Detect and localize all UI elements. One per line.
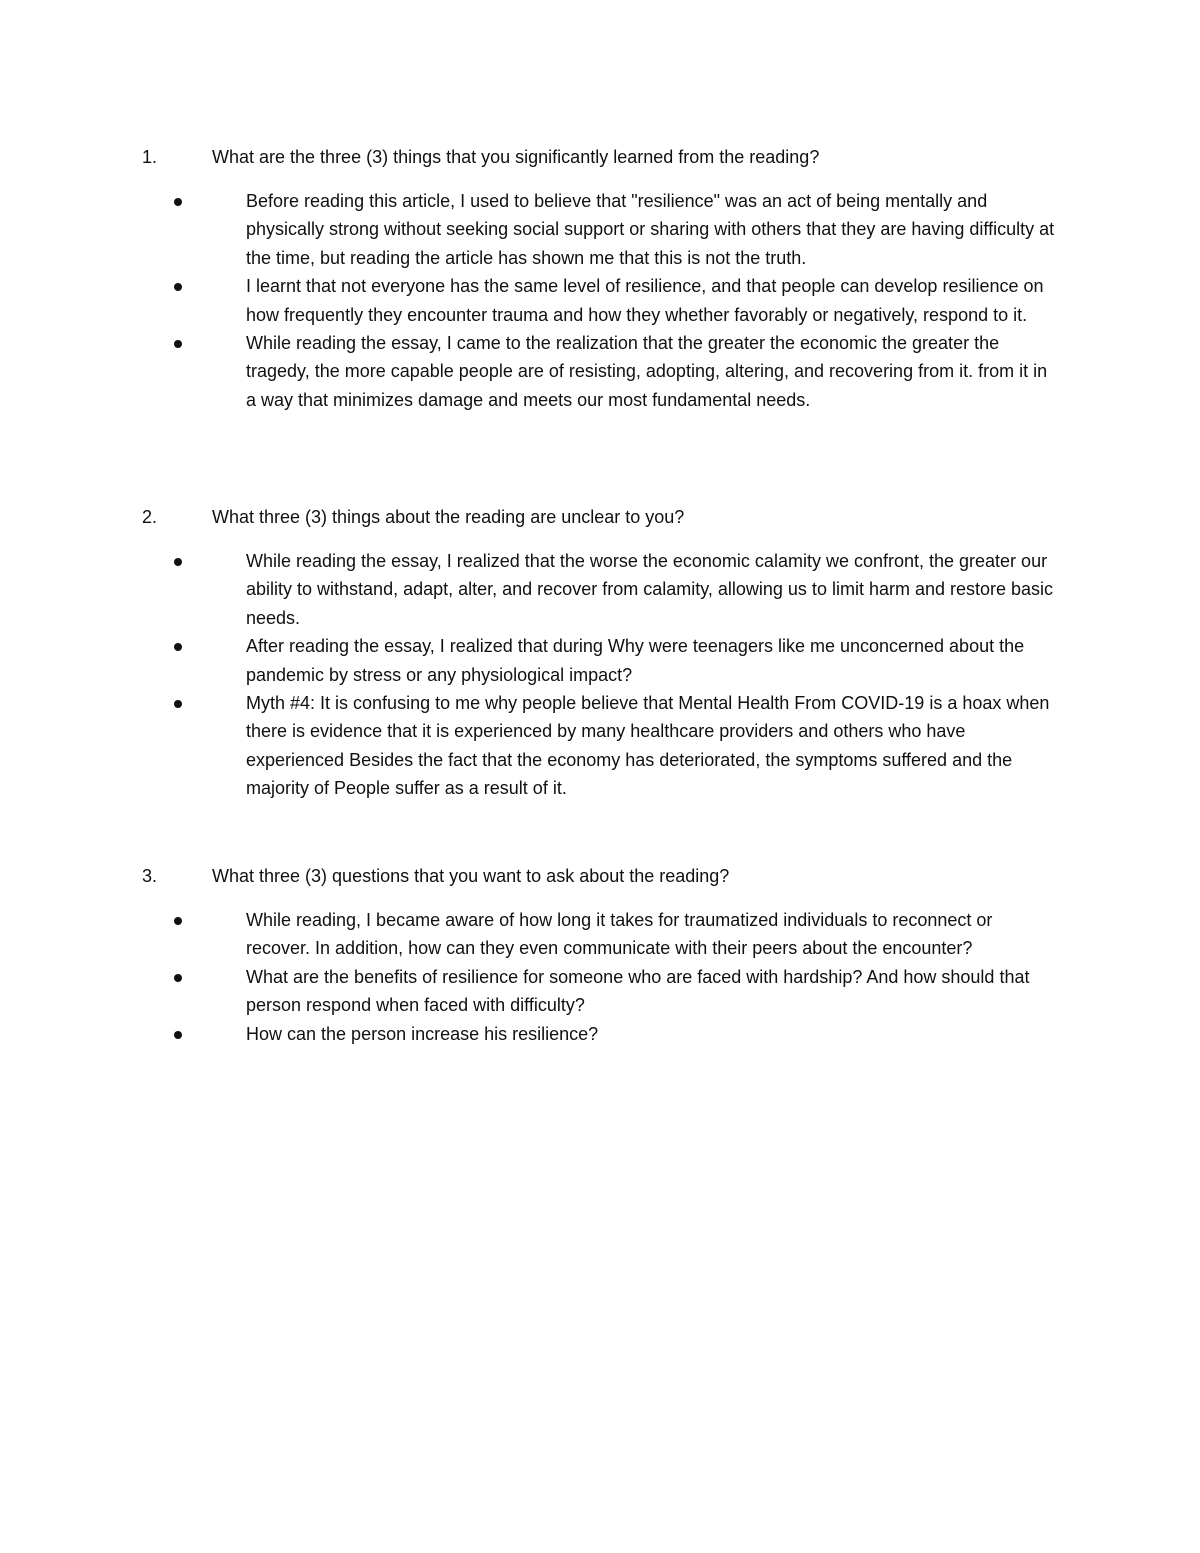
answer-list — [0, 187, 1200, 414]
bullet-icon — [174, 558, 182, 566]
question-section-3 — [0, 862, 1200, 1048]
list-item — [0, 689, 1056, 803]
bullet-icon — [174, 340, 182, 348]
question-heading — [0, 143, 1200, 171]
answer-text: While reading, I became aware of how long it takes for traumatized individuals to reconnect or recover. In addition, how can they even communicate with their peers about the encounter? — [246, 910, 993, 959]
question-text: What are the three (3) things that you significantly learned from the reading? — [212, 147, 820, 167]
answer-text: I learnt that not everyone has the same level of resilience, and that people can develop resilience on how frequently they encounter trauma and how they whether favorably or negatively, respond to it. — [246, 276, 1044, 325]
list-item — [0, 963, 1056, 1020]
question-heading — [0, 862, 1200, 890]
list-item — [0, 272, 1056, 329]
question-section-2 — [0, 503, 1200, 803]
question-number: 3. — [142, 866, 158, 886]
bullet-icon — [174, 198, 182, 206]
question-text: What three (3) questions that you want to ask about the reading? — [212, 866, 730, 886]
answer-list — [0, 906, 1200, 1048]
bullet-icon — [174, 1031, 182, 1039]
answer-text: What are the benefits of resilience for someone who are faced with hardship? And how should that person respond when faced with difficulty? — [246, 966, 1030, 1016]
bullet-icon — [174, 700, 182, 708]
question-heading — [0, 503, 1200, 531]
list-item — [0, 1020, 1056, 1048]
bullet-icon — [174, 643, 182, 651]
list-item — [0, 187, 1056, 272]
question-number: 1. — [142, 147, 158, 167]
answer-text: While reading the essay, I came to the realization that the greater the economic the greater the tragedy, the more capable people are of resisting, adopting, altering, and recovering from it. from it in a way that minimizes damage and meets our most fundamental needs. — [246, 333, 1048, 410]
bullet-icon — [174, 917, 182, 925]
bullet-icon — [174, 283, 182, 291]
list-item — [0, 906, 1056, 963]
list-item — [0, 632, 1056, 689]
answer-text: While reading the essay, I realized that the worse the economic calamity we confront, the greater our ability to withstand, adapt, alter, and recover from calamity, allowing us to limit harm and restore basic needs. — [246, 551, 1054, 628]
answer-text: Myth #4: It is confusing to me why people believe that Mental Health From COVID-19 is a hoax when there is evidence that it is experienced by many healthcare providers and others who have experienced Besides the fact that the economy has deteriorated, the symptoms suffered and the majority of People suffer as a result of it. — [246, 693, 1050, 799]
list-item — [0, 547, 1056, 632]
answer-list — [0, 547, 1200, 803]
answer-text: Before reading this article, I used to believe that "resilience" was an act of being mentally and physically strong without seeking social support or sharing with others that they are having difficulty at the time, but reading the article has shown me that this is not the truth. — [246, 191, 1055, 268]
answer-text: How can the person increase his resilience? — [246, 1023, 599, 1044]
question-number: 2. — [142, 507, 158, 527]
answer-text: After reading the essay, I realized that during Why were teenagers like me unconcerned about the pandemic by stress or any physiological impact? — [246, 636, 1025, 685]
question-text: What three (3) things about the reading are unclear to you? — [212, 507, 685, 527]
list-item — [0, 329, 1056, 414]
question-section-1 — [0, 143, 1200, 414]
bullet-icon — [174, 974, 182, 982]
